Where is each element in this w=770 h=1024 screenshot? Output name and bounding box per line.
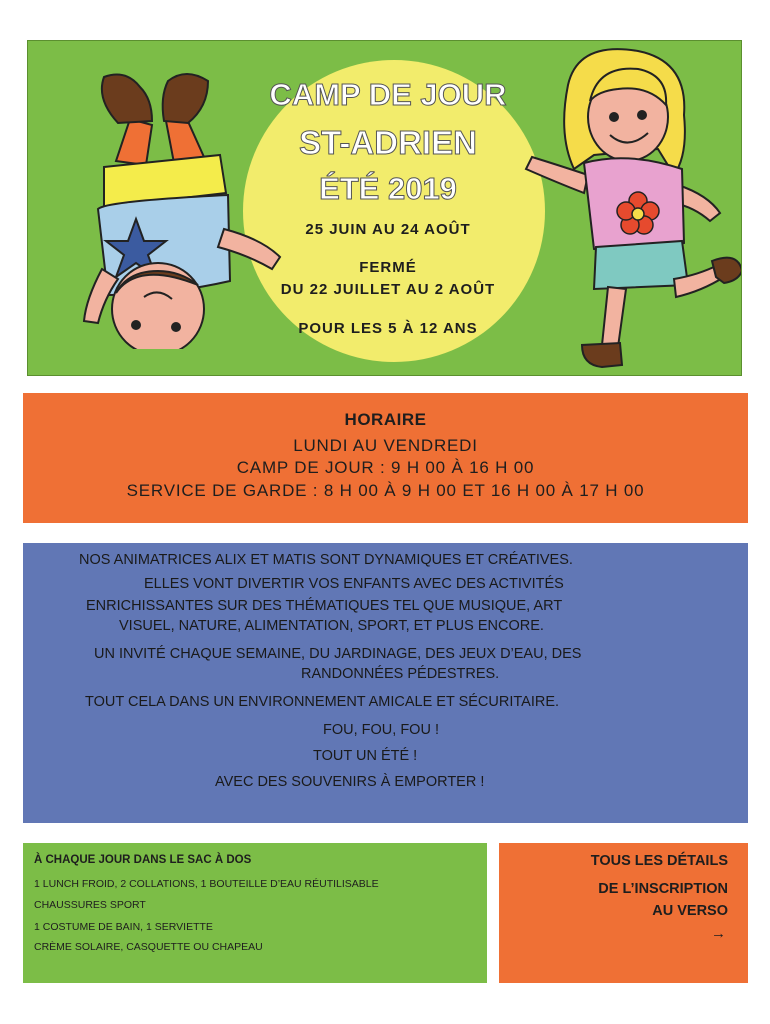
description-line: RANDONNÉES PÉDESTRES. <box>301 666 500 682</box>
closed-dates: DU 22 JUILLET AU 2 AOÛT <box>280 281 496 298</box>
camp-dates: 25 JUIN AU 24 AOÛT <box>305 221 471 238</box>
inscription-line-2: DE L’INSCRIPTION <box>598 881 728 897</box>
description-line: AVEC DES SOUVENIRS À EMPORTER ! <box>215 774 485 790</box>
title-line-1: CAMP DE JOUR <box>269 77 507 112</box>
camp-hours: CAMP DE JOUR : 9 H 00 À 16 H 00 <box>236 458 535 477</box>
closed-label: FERMÉ <box>359 259 417 276</box>
title-line-2: ST-ADRIEN <box>299 124 477 161</box>
arrow-right-icon: → <box>711 925 726 942</box>
backpack-item: 1 LUNCH FROID, 2 COLLATIONS, 1 BOUTEILLE D’EAU RÉUTILISABLE <box>34 878 379 890</box>
backpack-box <box>23 843 487 983</box>
title-line-3: ÉTÉ 2019 <box>319 171 457 206</box>
ages-text: POUR LES 5 À 12 ANS <box>298 320 478 337</box>
backpack-item: 1 COSTUME DE BAIN, 1 SERVIETTE <box>34 921 213 933</box>
inscription-box <box>499 843 748 983</box>
description-line: TOUT CELA DANS UN ENVIRONNEMENT AMICALE ET SÉCURITAIRE. <box>85 694 560 710</box>
backpack-item: CRÈME SOLAIRE, CASQUETTE OU CHAPEAU <box>34 941 263 953</box>
banner <box>27 40 742 376</box>
description-line: FOU, FOU, FOU ! <box>323 722 439 738</box>
description-line: UN INVITÉ CHAQUE SEMAINE, DU JARDINAGE, DES JEUX D’EAU, DES <box>94 646 582 662</box>
horaire-days: LUNDI AU VENDREDI <box>293 436 478 455</box>
description-box <box>23 543 748 823</box>
description-line: NOS ANIMATRICES ALIX ET MATIS SONT DYNAMIQUES ET CRÉATIVES. <box>79 552 573 568</box>
description-line: ELLES VONT DIVERTIR VOS ENFANTS AVEC DES ACTIVITÉS <box>144 576 564 592</box>
inscription-line-1: TOUS LES DÉTAILS <box>590 853 728 869</box>
backpack-item: CHAUSSURES SPORT <box>34 899 146 911</box>
garde-hours: SERVICE DE GARDE : 8 H 00 À 9 H 00 ET 16 H 00 À 17 H 00 <box>126 481 645 500</box>
backpack-title: À CHAQUE JOUR DANS LE SAC À DOS <box>34 854 252 866</box>
horaire-title: HORAIRE <box>344 410 427 429</box>
horaire-box <box>23 393 748 523</box>
inscription-line-3: AU VERSO <box>652 903 728 919</box>
description-line: ENRICHISSANTES SUR DES THÉMATIQUES TEL QUE MUSIQUE, ART <box>86 598 563 614</box>
description-line: VISUEL, NATURE, ALIMENTATION, SPORT, ET PLUS ENCORE. <box>119 618 544 634</box>
description-line: TOUT UN ÉTÉ ! <box>313 748 418 764</box>
